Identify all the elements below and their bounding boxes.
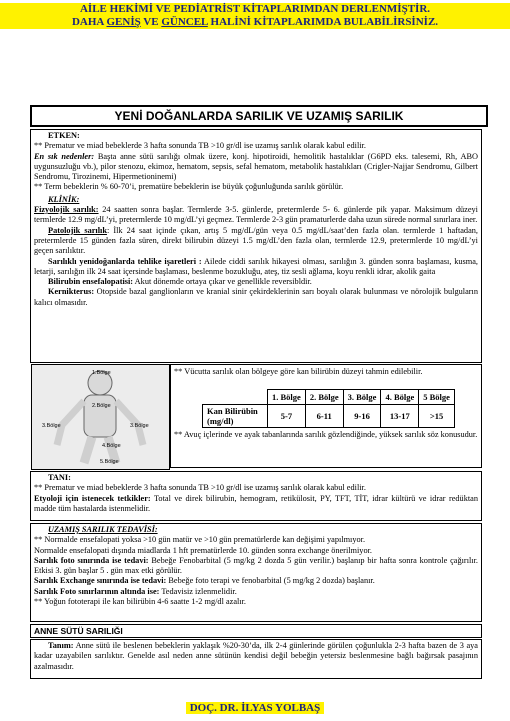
table-header: 3. Bölge	[343, 390, 381, 405]
table-cell: 5-7	[268, 405, 306, 428]
label: Tanım:	[48, 641, 74, 650]
zone-label: 3.Bölge	[42, 423, 61, 429]
text: Bebeğe foto terapi ve fenobarbital (5 mg/kg 2 dozda) başlanır.	[166, 576, 375, 586]
zone-label: 5.Bölge	[100, 459, 119, 465]
tani-heading: TANI:	[48, 473, 71, 482]
label: Sarılık foto sınırında ise tedavi:	[34, 555, 149, 565]
etken-klinik-section	[30, 129, 482, 363]
tedavi-text-6: ** Yoğun fototerapi ile kan bilirübin 4-6 saatte 1-2 mg/dl azalır.	[34, 597, 246, 607]
tedavi-section	[30, 523, 482, 622]
label: Sarılıklı yenidoğanlarda tehlike işaretleri :	[48, 256, 202, 266]
label: Sarılık Exchange sınırında ise tedavi:	[34, 576, 167, 586]
label: En sık nedenler:	[34, 151, 95, 161]
klinik-tehlike	[34, 257, 478, 278]
tani-text-1: ** Prematur ve miad bebeklerde 3 hafta sonunda TB >10 gr/dl ise uzamış sarılık olarak kabul edilir.	[34, 483, 366, 493]
text: Ailede ciddi sarılık hikayesi olması, sarılığın 3. günden sonra başlaması, kusma, letarji, sarılığın ilk 24 saat içersinde başlaması, beslenme bozukluğu, ateş, tiz sesli ağlama, koyu renkli idrar, akolik gaita	[34, 256, 478, 276]
row-label: Kan Bilirübin (mg/dl)	[203, 405, 268, 428]
text: Bebeğe Fenobarbital (5 mg/kg 2 dozda 5 gün verilir.) başlanıp bir hafta sonra kontrole çağırılır. Etkisi 3. gün başlar 5 . gün max etki görülür.	[34, 555, 478, 576]
banner-line-1: AİLE HEKİMİ VE PEDİATRİST KİTAPLARIMDAN DERLENMİŞTİR.	[79, 3, 431, 15]
tedavi-foto	[34, 556, 478, 577]
label: Bilirubin ensefalopatisi:	[48, 277, 134, 287]
banner-text: VE	[140, 16, 162, 28]
text: Tedavisiz izlenmelidir.	[159, 586, 237, 596]
table-row	[203, 405, 455, 428]
tedavi-alt	[34, 587, 478, 597]
text: Otopside bazal ganglionların ve kranial sinir çekirdeklerinin sarı boyalı olarak bulunması ve nörolojik bulguların kalıcı olmasıdır.	[34, 287, 478, 307]
banner-text: GÜNCEL	[161, 16, 208, 28]
zone-label: 1.Bölge	[92, 370, 111, 376]
klinik-fizyolojik	[34, 205, 478, 226]
text: Başta anne sütü sarılığı olmak üzere, konj. hipotiroidi, hemolitik hastalıklar (G6PD eks. talesemi, Rh, ABO uygunsuzluğu vb.), pilor stenozu, ekimoz, hematom, sepsis, sefal hematom, metabolik hastalıkları (Crigler-Najjar Sendromu, Gilbert Sendromu, Tirozinemi, Hipermetioninemi)	[34, 151, 478, 182]
table-header: 4. Bölge	[381, 390, 419, 405]
text: 24 saatten sonra başlar. Termlerde 3-5. günlerde, pretermlerde 5- 6. günlerde pik yapar. Maksimum düzeyi termlerde 12.9 mg/dL’yi, pretermlerde 10 mg/dL’yi geçmez. Termlerde 2-3 gün pramaturlerde daha uzun sürede normal sınırlara iner.	[34, 205, 478, 225]
tedavi-text-1: ** Normalde ensefalopati yoksa >10 gün matür ve >10 gün prematürlerde kan değişimi yapılmıyor.	[34, 535, 366, 545]
table-header: 5 Bölge	[419, 390, 455, 405]
zone-table-section	[170, 364, 482, 468]
table-cell: 6-11	[305, 405, 343, 428]
tedavi-text-2: Normalde ensefalopati dışında miadlarda 1 hft prematürlerde 10. günden sonra exchange önerilmiyor.	[34, 545, 372, 555]
text: Akut dönemde ortaya çıkar ve genellikle reversibldir.	[133, 277, 312, 287]
klinik-ensefalopati	[34, 277, 478, 287]
tani-section	[30, 471, 482, 521]
author-name: DOÇ. DR. İLYAS YOLBAŞ	[186, 702, 325, 714]
table-header: 1. Bölge	[268, 390, 306, 405]
text: : İlk 24 saat içinde çıkan, artış 5 mg/dL/gün veya 0.5 mg/dL/saat’den fazla olan. termlerde 1 haftadan, pretermlerde 15 günden fazla süren, direkt bilirubin düzeyi 1.5 mg/dL’den fazla olan, termlerde 12.9, pretermlerde 10 mg/dL’yi geçen sarılıktır.	[34, 225, 478, 256]
text: Total ve direk bilirubin, hemogram, retikülosit, PY, TFT, TİT, idrar kültürü ve idrar redüktan madde tüm hastalarda istenmelidir.	[34, 493, 478, 513]
left-arm-shape	[57, 401, 84, 445]
table-corner	[203, 390, 268, 405]
label: Etyoloji için istenecek tetkikler:	[34, 493, 151, 503]
table-row	[203, 390, 455, 405]
etken-text-3: ** Term bebeklerin % 60-70’i, prematüre bebeklerin ise büyük çoğunluğunda sarılık görülür.	[34, 182, 344, 192]
zone-intro: ** Vücutta sarılık olan bölgeye göre kan bilirübin düzeyi tahmin edilebilir.	[174, 367, 423, 376]
klinik-heading: KLİNİK:	[48, 194, 80, 204]
klinik-kernikterus	[34, 287, 478, 308]
table-header: 2. Bölge	[305, 390, 343, 405]
left-leg-shape	[84, 437, 92, 463]
zone-label: 4.Bölge	[102, 443, 121, 449]
banner-text: HALİNİ KİTAPLARIMDA BULABİLİRSİNİZ.	[207, 16, 439, 28]
author-footer	[0, 702, 510, 714]
baby-body-illustration	[32, 365, 169, 469]
table-cell: 13-17	[381, 405, 419, 428]
bilirubin-zone-table	[202, 389, 455, 428]
label: Sarılık Foto sınırlarının altında ise:	[34, 586, 160, 596]
etken-text-1: ** Prematur ve miad bebeklerde 3 hafta sonunda TB >10 gr/dl ise uzamış sarılık olarak kabul edilir.	[34, 141, 366, 151]
page-title: YENİ DOĞANLARDA SARILIK VE UZAMIŞ SARILIK	[30, 105, 488, 127]
anne-sutu-section	[30, 639, 482, 679]
torso-shape	[84, 395, 116, 437]
zone-label: 2.Bölge	[92, 403, 111, 409]
tedavi-heading: UZAMIŞ SARILIK TEDAVİSİ:	[48, 525, 158, 534]
body-zones-figure	[31, 364, 170, 470]
zone-label: 3.Bölge	[130, 423, 149, 429]
tani-text-2	[34, 494, 478, 515]
banner-text: DAHA	[71, 16, 107, 28]
klinik-patolojik	[34, 226, 478, 257]
anne-sutu-heading: ANNE SÜTÜ SARILIĞI	[30, 624, 482, 638]
etken-heading: ETKEN:	[48, 131, 80, 140]
table-cell: >15	[419, 405, 455, 428]
label: Patolojik sarılık	[48, 225, 107, 235]
banner-line-2	[0, 16, 510, 29]
tedavi-exchange	[34, 576, 478, 586]
banner-text: GENİŞ	[106, 16, 141, 28]
zone-note: ** Avuç içlerinde ve ayak tabanlarında sarılık gözlendiğinde, yüksek sarılık söz konusudur.	[174, 430, 478, 439]
text: Anne sütü ile beslenen bebeklerin yaklaşık %20-30’da, ilk 2-4 günlerinde görülen çoğunlukla 2-3 hafta bazen de 3 aya kadar uzayabilen sarılıktır. Genelde asıl neden anne sütünün kendisi değil bebeğin yetersiz beslenmesine bağlı bağırsak pasajının azalmasıdır.	[34, 641, 478, 671]
header-banner	[0, 3, 510, 29]
label: Kernikterus:	[48, 287, 95, 297]
table-cell: 9-16	[343, 405, 381, 428]
etken-text-2	[34, 152, 478, 183]
label: Fizyolojik sarılık:	[34, 205, 99, 215]
